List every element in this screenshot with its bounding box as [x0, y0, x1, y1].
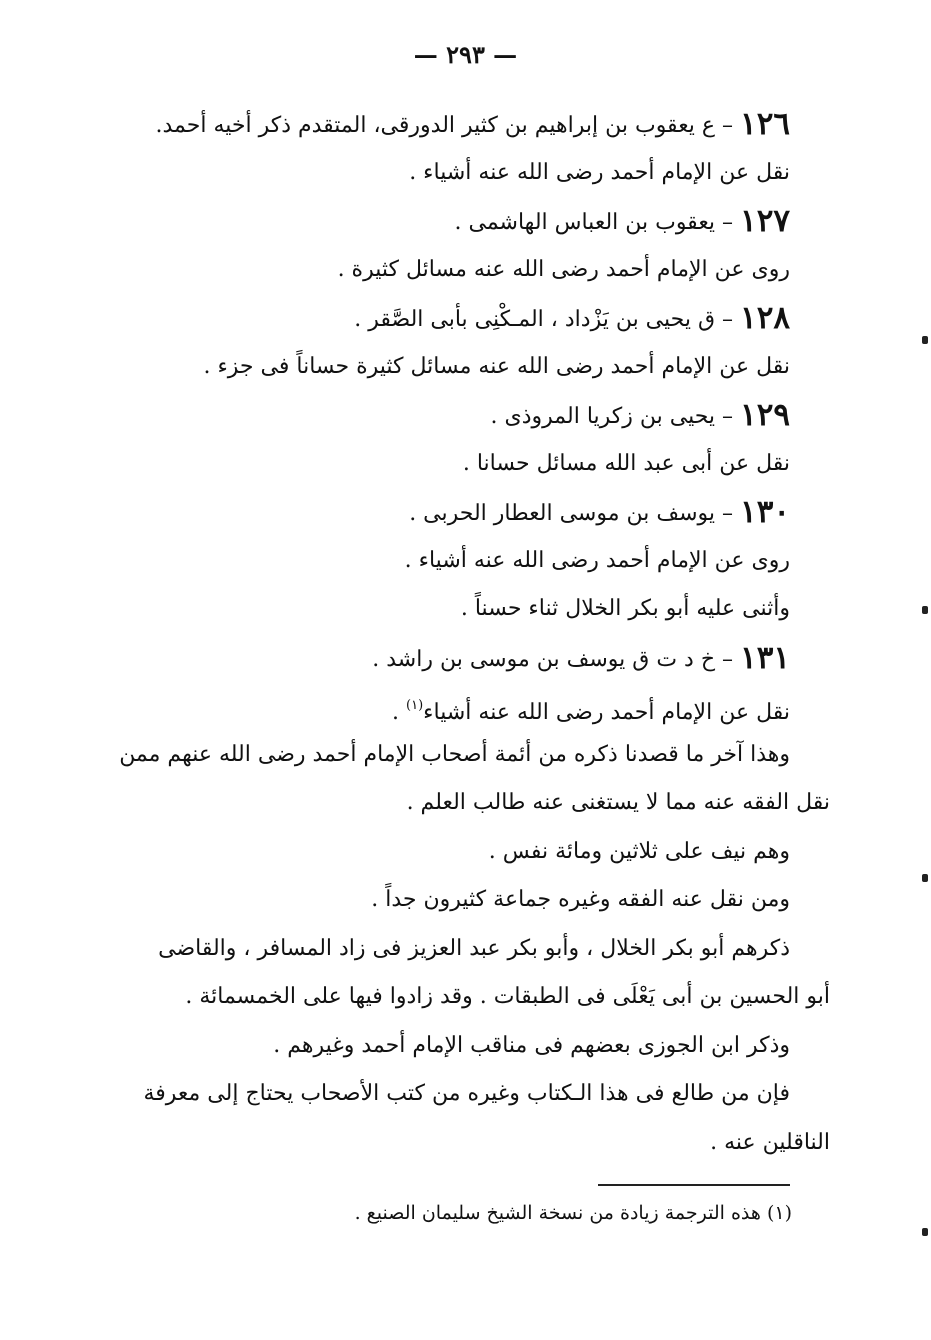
text-line [180, 779, 830, 828]
text-line [180, 246, 790, 295]
entry-number: ١٣٠ [740, 494, 790, 530]
line-text: وذكر ابن الجوزى بعضهم فى مناقب الإمام أحمد وغيرهم . [273, 1032, 790, 1058]
line-text: نقل الفقه عنه مما لا يستغنى عنه طالب العلم . [406, 790, 830, 815]
text-line [180, 828, 790, 877]
line-text: – يوسف بن موسى العطار الحربى . [409, 501, 734, 526]
line-text: – خ د ت ق يوسف بن موسى بن راشد . [372, 646, 734, 672]
text-line [180, 440, 790, 489]
entry-number: ١٢٦ [740, 106, 790, 142]
line-text: أبو الحسين بن أبى يَعْلَى فى الطبقات . وقد زادوا فيها على الخمسمائة . [185, 984, 830, 1009]
text-line [180, 537, 790, 586]
line-text: – ق يحيى بن يَزْداد ، المـكْنِى بأبى الصَّقر . [354, 307, 734, 332]
margin-mark [922, 1228, 928, 1236]
entry-heading [180, 391, 790, 440]
line-text: وهذا آخر ما قصدنا ذكره من أئمة أصحاب الإمام أحمد رضى الله عنهم ممن [119, 741, 790, 767]
entry-number: ١٢٩ [740, 397, 790, 433]
text-line [180, 973, 830, 1022]
entry-heading [155, 100, 790, 149]
main-text [119, 100, 830, 1167]
line-text: وأثنى عليه أبو بكر الخلال ثناء حسناً . [460, 596, 790, 621]
margin-mark [922, 874, 928, 882]
text-line [180, 682, 790, 731]
page-number: — ٢٩٣ — [413, 40, 518, 69]
text-line [180, 876, 790, 925]
text-line [180, 585, 790, 634]
line-text: روى عن الإمام أحمد رضى الله عنه أشياء . [404, 547, 790, 573]
margin-mark [922, 336, 928, 344]
margin-mark [922, 606, 928, 614]
entry-heading [180, 488, 790, 537]
line-text: نقل عن الإمام أحمد رضى الله عنه أشياء [423, 700, 790, 725]
line-text: ذكرهم أبو بكر الخلال ، وأبو بكر عبد العزيز فى زاد المسافر ، والقاضى [158, 935, 790, 961]
line-text: نقل عن أبى عبد الله مسائل حسانا . [462, 450, 790, 476]
line-text: – يحيى بن زكريا المروذى . [490, 404, 734, 429]
entry-number: ١٢٨ [740, 300, 790, 336]
entry-number: ١٢٧ [740, 203, 790, 239]
line-text: الناقلين عنه . [710, 1129, 830, 1155]
line-text: روى عن الإمام أحمد رضى الله عنه مسائل كثيرة . [337, 256, 790, 282]
text-line [143, 1070, 790, 1119]
text-line [119, 731, 790, 780]
entry-heading [180, 634, 790, 683]
footnote-marker: (١) [406, 698, 424, 713]
line-tail: . [392, 700, 407, 725]
line-text: ومن نقل عنه الفقه وغيره جماعة كثيرون جداً . [371, 887, 790, 912]
line-text: – ع يعقوب بن إبراهيم بن كثير الدورقى، المتقدم ذكر أخيه أحمد. [155, 113, 734, 138]
line-text: نقل عن الإمام أحمد رضى الله عنه مسائل كثيرة حساناً فى جزء . [203, 353, 790, 379]
text-line [180, 1022, 790, 1071]
line-text: فإن من طالع فى هذا الـكتاب وغيره من كتب الأصحاب يحتاج إلى معرفة [143, 1081, 790, 1106]
entry-heading [180, 294, 790, 343]
text-line [180, 1119, 830, 1168]
text-line [180, 149, 790, 198]
text-line [158, 925, 790, 974]
entry-heading [180, 197, 790, 246]
entry-number: ١٣١ [740, 639, 790, 676]
text-line [180, 343, 790, 392]
line-text: نقل عن الإمام أحمد رضى الله عنه أشياء . [409, 159, 790, 185]
footnote: (١) هذه الترجمة زيادة من نسخة الشيخ سليمان الصنيع . [354, 1202, 792, 1224]
footnote-separator [598, 1184, 790, 1186]
line-text: وهم نيف على ثلاثين ومائة نفس . [488, 838, 790, 864]
line-text: – يعقوب بن العباس الهاشمى . [454, 210, 734, 235]
